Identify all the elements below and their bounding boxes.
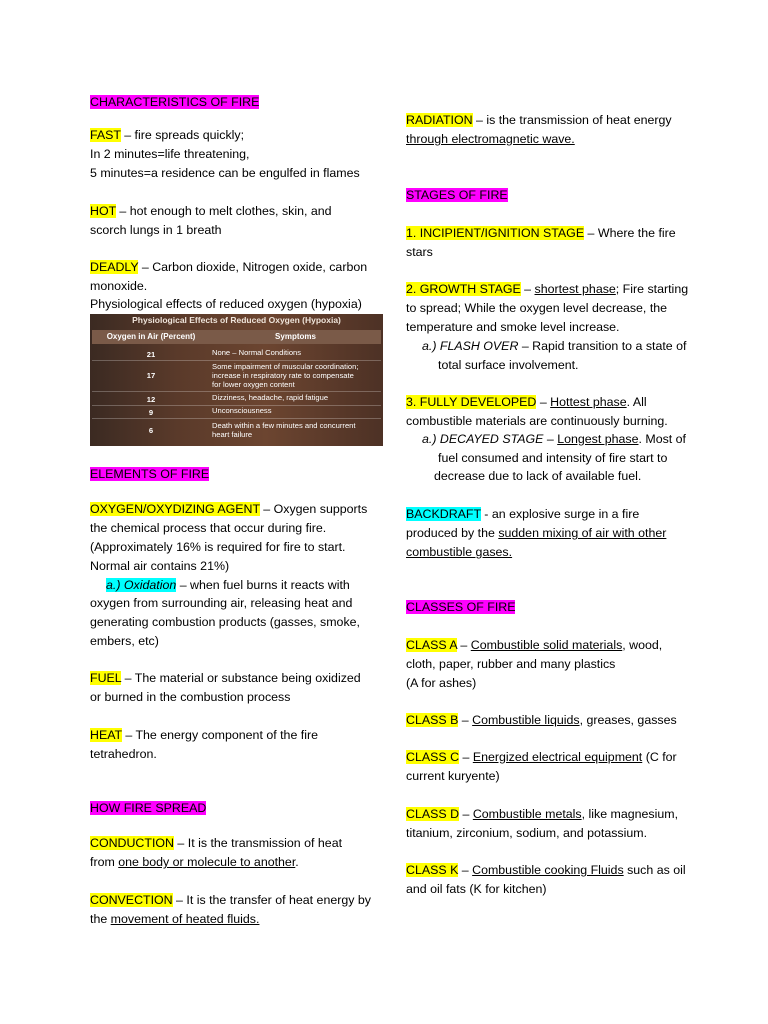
fast-line-3: 5 minutes=a residence can be engulfed in flames bbox=[90, 166, 360, 180]
growth-label: 2. GROWTH STAGE bbox=[406, 282, 521, 296]
deadly-label: DEADLY bbox=[90, 260, 139, 274]
oxidation-line-2: oxygen from surrounding air, releasing heat and bbox=[90, 596, 353, 610]
oxidation-line-4: embers, etc) bbox=[90, 634, 159, 648]
deadly-line-2: monoxide. bbox=[90, 279, 148, 293]
backdraft-paragraph: BACKDRAFT - an explosive surge in a fire bbox=[406, 507, 640, 521]
heat-line-2: tetrahedron. bbox=[90, 747, 157, 761]
class-k-paragraph: CLASS K – Combustible cooking Fluids such as oil bbox=[406, 863, 686, 877]
class-c-label: CLASS C bbox=[406, 750, 460, 764]
convection-paragraph: CONVECTION – It is the transfer of heat energy by bbox=[90, 893, 371, 907]
fuel-paragraph: FUEL – The material or substance being oxidized bbox=[90, 671, 361, 685]
fuel-line-2: or burned in the combustion process bbox=[90, 690, 291, 704]
table-row: 17 Some impairment of muscular coordination; increase in respiratory rate to compensate for lower oxygen content bbox=[92, 362, 381, 392]
growth-line-3: temperature and smoke level increase. bbox=[406, 320, 620, 334]
stages-heading: STAGES OF FIRE bbox=[406, 188, 508, 202]
class-c-paragraph: CLASS C – Energized electrical equipment (C for bbox=[406, 750, 677, 764]
oxidation-line-3: generating combustion products (gasses, smoke, bbox=[90, 615, 360, 629]
incipient-label: 1. INCIPIENT/IGNITION STAGE bbox=[406, 226, 585, 240]
class-k-label: CLASS K bbox=[406, 863, 459, 877]
incipient-paragraph: 1. INCIPIENT/IGNITION STAGE – Where the fire bbox=[406, 226, 676, 240]
backdraft-label: BACKDRAFT bbox=[406, 507, 481, 521]
class-a-paragraph: CLASS A – Combustible solid materials, wood, bbox=[406, 638, 663, 652]
oxidation-paragraph: a.) Oxidation – when fuel burns it reacts with bbox=[106, 578, 350, 592]
spread-heading: HOW FIRE SPREAD bbox=[90, 801, 207, 815]
fast-label: FAST bbox=[90, 128, 121, 142]
heat-label: HEAT bbox=[90, 728, 122, 742]
backdraft-line-3: combustible gases. bbox=[406, 545, 513, 559]
flashover-paragraph: a.) FLASH OVER – Rapid transition to a state of bbox=[422, 339, 687, 353]
growth-paragraph: 2. GROWTH STAGE – shortest phase; Fire starting bbox=[406, 282, 689, 296]
oxygen-paragraph: OXYGEN/OXYDIZING AGENT – Oxygen supports bbox=[90, 502, 368, 516]
class-b-paragraph: CLASS B – Combustible liquids, greases, gasses bbox=[406, 713, 677, 727]
conduction-line-2: from one body or molecule to another. bbox=[90, 855, 299, 869]
class-a-line-2: cloth, paper, rubber and many plastics bbox=[406, 657, 616, 671]
elements-heading: ELEMENTS OF FIRE bbox=[90, 467, 210, 481]
oxidation-label: a.) Oxidation bbox=[106, 578, 177, 592]
growth-line-2: to spread; While the oxygen level decrease, the bbox=[406, 301, 668, 315]
hot-paragraph: HOT – hot enough to melt clothes, skin, and bbox=[90, 204, 332, 218]
deadly-line-3: Physiological effects of reduced oxygen (hypoxia) bbox=[90, 297, 362, 311]
oxygen-line-3: (Approximately 16% is required for fire to start. bbox=[90, 540, 346, 554]
class-d-paragraph: CLASS D – Combustible metals, like magnesium, bbox=[406, 807, 679, 821]
incipient-line-2: stars bbox=[406, 245, 433, 259]
fuel-label: FUEL bbox=[90, 671, 122, 685]
fully-developed-paragraph: 3. FULLY DEVELOPED – Hottest phase. All bbox=[406, 395, 647, 409]
oxygen-line-2: the chemical process that occur during fire. bbox=[90, 521, 327, 535]
decayed-line-3: decrease due to lack of available fuel. bbox=[434, 469, 642, 483]
conduction-paragraph: CONDUCTION – It is the transmission of heat bbox=[90, 836, 343, 850]
conduction-label: CONDUCTION bbox=[90, 836, 174, 850]
fast-paragraph: FAST – fire spreads quickly; bbox=[90, 128, 245, 142]
fast-line-2: In 2 minutes=life threatening, bbox=[90, 147, 250, 161]
class-b-label: CLASS B bbox=[406, 713, 459, 727]
decayed-paragraph: a.) DECAYED STAGE – Longest phase. Most of bbox=[422, 432, 686, 446]
class-a-line-3: (A for ashes) bbox=[406, 676, 477, 690]
oxygen-label: OXYGEN/OXYDIZING AGENT bbox=[90, 502, 260, 516]
radiation-label: RADIATION bbox=[406, 113, 473, 127]
hypoxia-col-oxygen: Oxygen in Air (Percent) bbox=[106, 332, 196, 341]
table-row: 12 Dizziness, headache, rapid fatigue bbox=[92, 393, 381, 406]
hot-label: HOT bbox=[90, 204, 116, 218]
hypoxia-table-image bbox=[90, 314, 383, 446]
characteristics-heading: CHARACTERISTICS OF FIRE bbox=[90, 95, 260, 109]
hypoxia-table-title: Physiological Effects of Reduced Oxygen (Hypoxia) bbox=[132, 315, 341, 325]
convection-label: CONVECTION bbox=[90, 893, 173, 907]
decayed-label: a.) DECAYED STAGE bbox=[422, 432, 544, 446]
table-row: 21 None – Normal Conditions bbox=[92, 348, 381, 361]
class-d-label: CLASS D bbox=[406, 807, 460, 821]
class-d-line-2: titanium, zirconium, sodium, and potassium. bbox=[406, 826, 648, 840]
hot-line-2: scorch lungs in 1 breath bbox=[90, 223, 222, 237]
class-k-line-2: and oil fats (K for kitchen) bbox=[406, 882, 547, 896]
backdraft-line-2: produced by the sudden mixing of air with other bbox=[406, 526, 667, 540]
hypoxia-table-rows bbox=[92, 346, 381, 444]
table-row: 6 Death within a few minutes and concurrent heart failure bbox=[148, 421, 356, 439]
hypoxia-col-symptoms: Symptoms bbox=[275, 332, 316, 341]
convection-line-2: the movement of heated fluids. bbox=[90, 912, 260, 926]
decayed-line-2: fuel consumed and intensity of fire start to bbox=[438, 451, 668, 465]
oxygen-line-4: Normal air contains 21%) bbox=[90, 559, 230, 573]
radiation-paragraph: RADIATION – is the transmission of heat energy bbox=[406, 113, 672, 127]
hypoxia-table-header bbox=[92, 330, 381, 344]
heat-paragraph: HEAT – The energy component of the fire bbox=[90, 728, 318, 742]
fully-developed-line-2: combustible materials are continuously burning. bbox=[406, 414, 668, 428]
flashover-line-2: total surface involvement. bbox=[438, 358, 579, 372]
classes-heading: CLASSES OF FIRE bbox=[406, 600, 516, 614]
flashover-label: a.) FLASH OVER bbox=[422, 339, 519, 353]
class-c-line-2: current kuryente) bbox=[406, 769, 500, 783]
deadly-paragraph: DEADLY – Carbon dioxide, Nitrogen oxide, carbon bbox=[90, 260, 368, 274]
radiation-line-2: through electromagnetic wave. bbox=[406, 132, 575, 146]
table-row: 9 Unconsciousness bbox=[92, 406, 381, 419]
class-a-label: CLASS A bbox=[406, 638, 457, 652]
fully-developed-label: 3. FULLY DEVELOPED bbox=[406, 395, 537, 409]
